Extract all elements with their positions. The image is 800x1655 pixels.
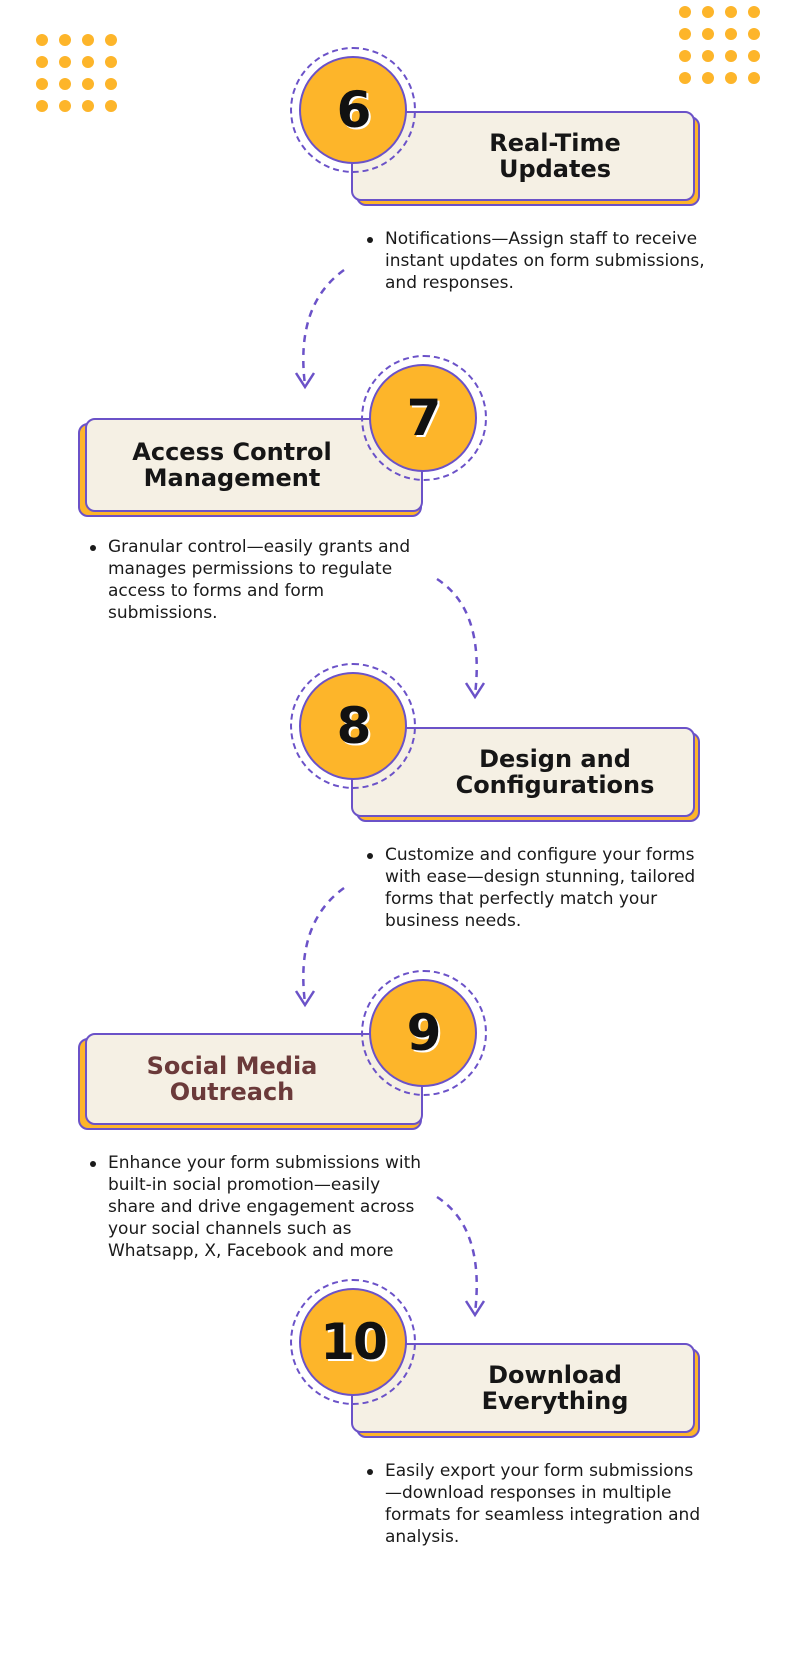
step-number: 6 [336,81,370,139]
step-title: Design and Configurations [455,745,655,799]
step-number: 8 [336,697,370,755]
description-bullet: Granular control—easily grants and manages permissions to regulate access to forms and form submissions. [88,536,418,624]
step-title: Real-Time Updates [489,129,621,183]
description-bullet: Easily export your form submissions —download responses in multiple formats for seamless integration and analysis. [365,1460,710,1548]
step-number: 9 [406,1004,440,1062]
step-number: 10 [320,1313,386,1371]
step-title: Social Media Outreach [146,1052,318,1106]
step-number: 7 [406,389,440,447]
description-bullet: Notifications—Assign staff to receive instant updates on form submissions, and responses. [365,228,710,294]
description-bullet: Customize and configure your forms with ease—design stunning, tailored forms that perfectly match your business needs. [365,844,710,932]
step-title: Access Control Management [132,438,332,492]
description-bullet: Enhance your form submissions with built-in social promotion—easily share and drive engagement across your social channels such as Whatsapp, X, Facebook and more [88,1152,423,1262]
step-title: Download Everything [481,1361,629,1415]
